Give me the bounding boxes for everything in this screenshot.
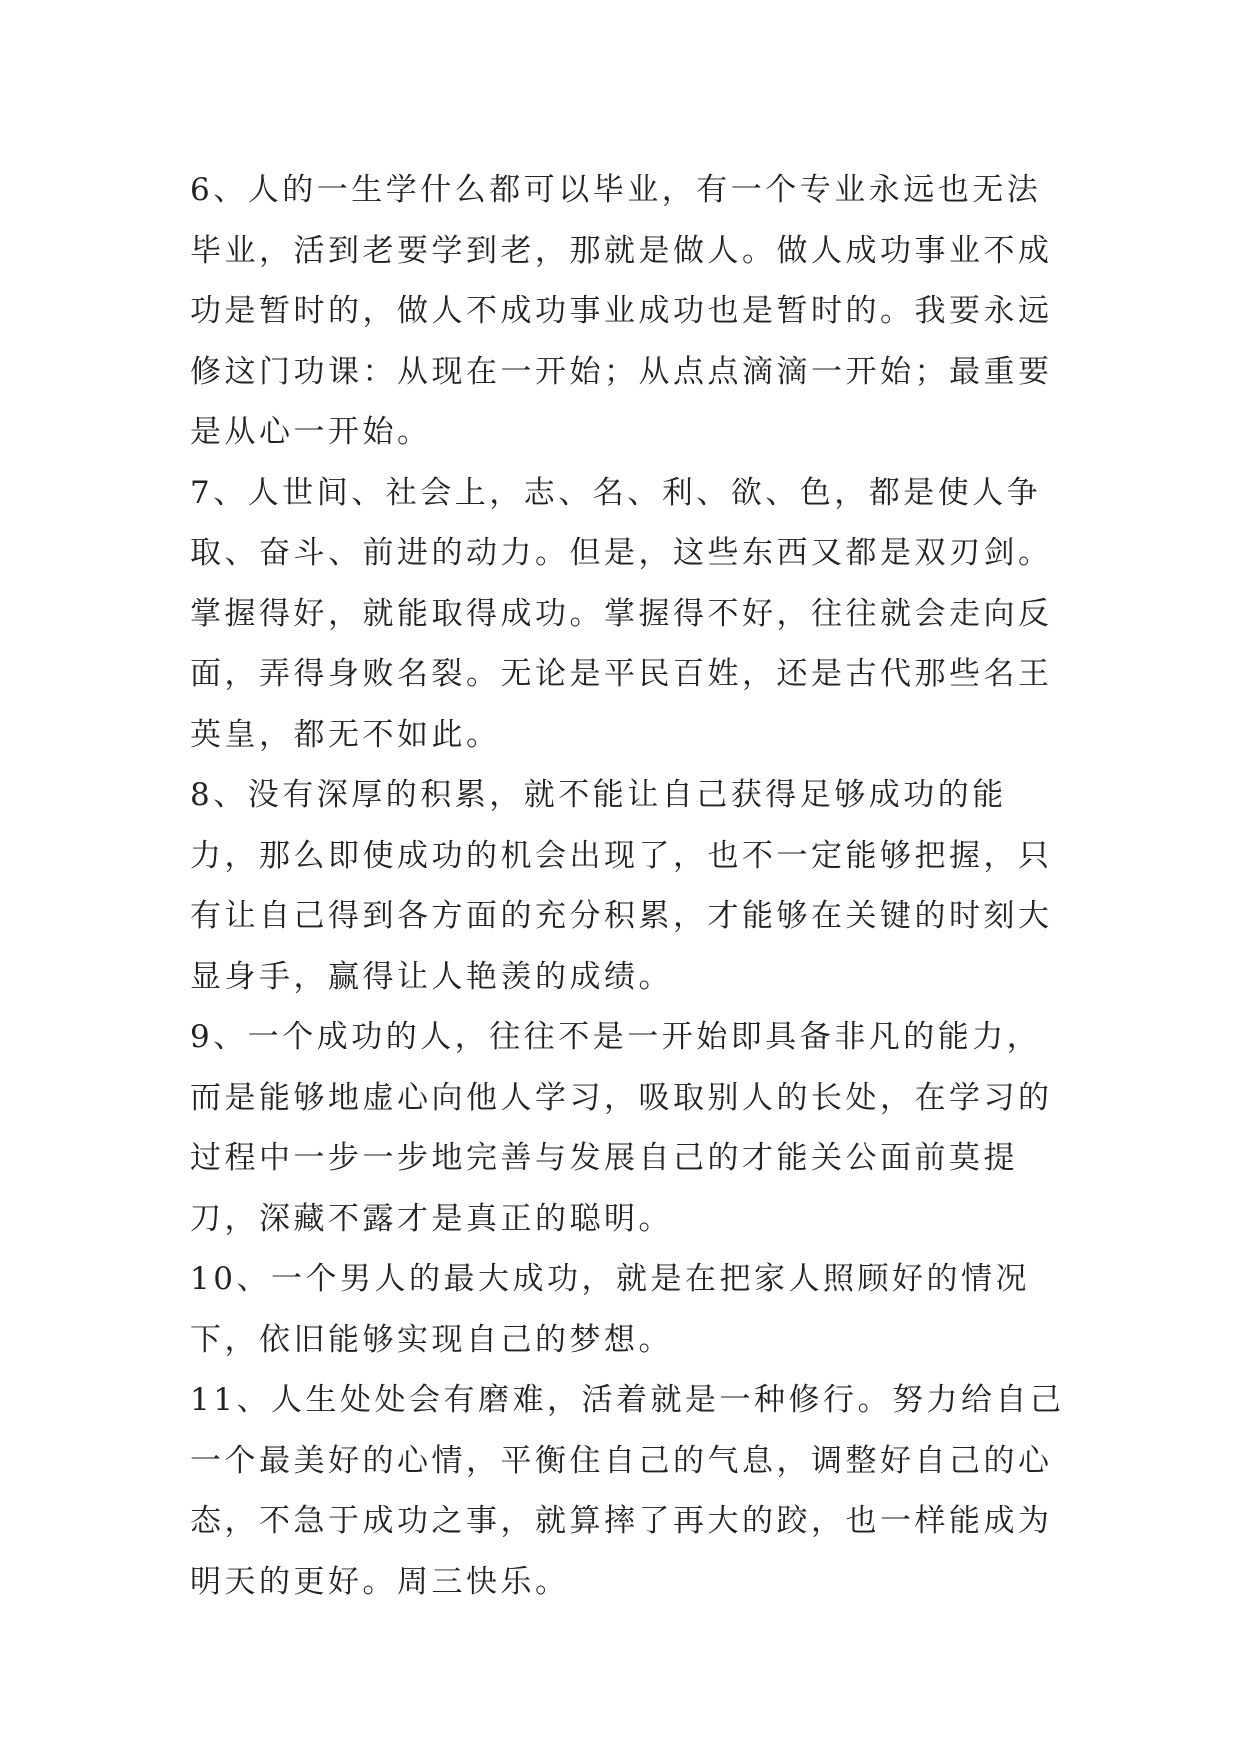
- document-body: [190, 160, 1070, 1612]
- paragraph-6: 6、人的一生学什么都可以毕业，有一个专业永远也无法毕业，活到老要学到老，那就是做人。做人成功事业不成功是暂时的，做人不成功事业成功也是暂时的。我要永远修这门功课：从现在一开始；从点点滴滴一开始；最重要是从心一开始。: [190, 172, 1053, 450]
- paragraph-11: 11、人生处处会有磨难，活着就是一种修行。努力给自己一个最美好的心情，平衡住自己的气息，调整好自己的心态，不急于成功之事，就算摔了再大的跤，也一样能成为明天的更好。周三快乐。: [190, 1382, 1065, 1600]
- paragraph-9: 9、一个成功的人，往往不是一开始即具备非凡的能力，而是能够地虚心向他人学习，吸取别人的长处，在学习的过程中一步一步地完善与发展自己的才能关公面前莫提刀，深藏不露才是真正的聪明。: [190, 1019, 1053, 1237]
- paragraph-8: 8、没有深厚的积累，就不能让自己获得足够成功的能力，那么即使成功的机会出现了，也不一定能够把握，只有让自己得到各方面的充分积累，才能够在关键的时刻大显身手，赢得让人艳羡的成绩。: [190, 777, 1053, 995]
- paragraph-7: 7、人世间、社会上，志、名、利、欲、色，都是使人争取、奋斗、前进的动力。但是，这些东西又都是双刃剑。掌握得好，就能取得成功。掌握得不好，往往就会走向反面，弄得身败名裂。无论是平民百姓，还是古代那些名王英皇，都无不如此。: [190, 474, 1053, 753]
- paragraph-10: 10、一个男人的最大成功，就是在把家人照顾好的情况下，依旧能够实现自己的梦想。: [190, 1261, 1030, 1358]
